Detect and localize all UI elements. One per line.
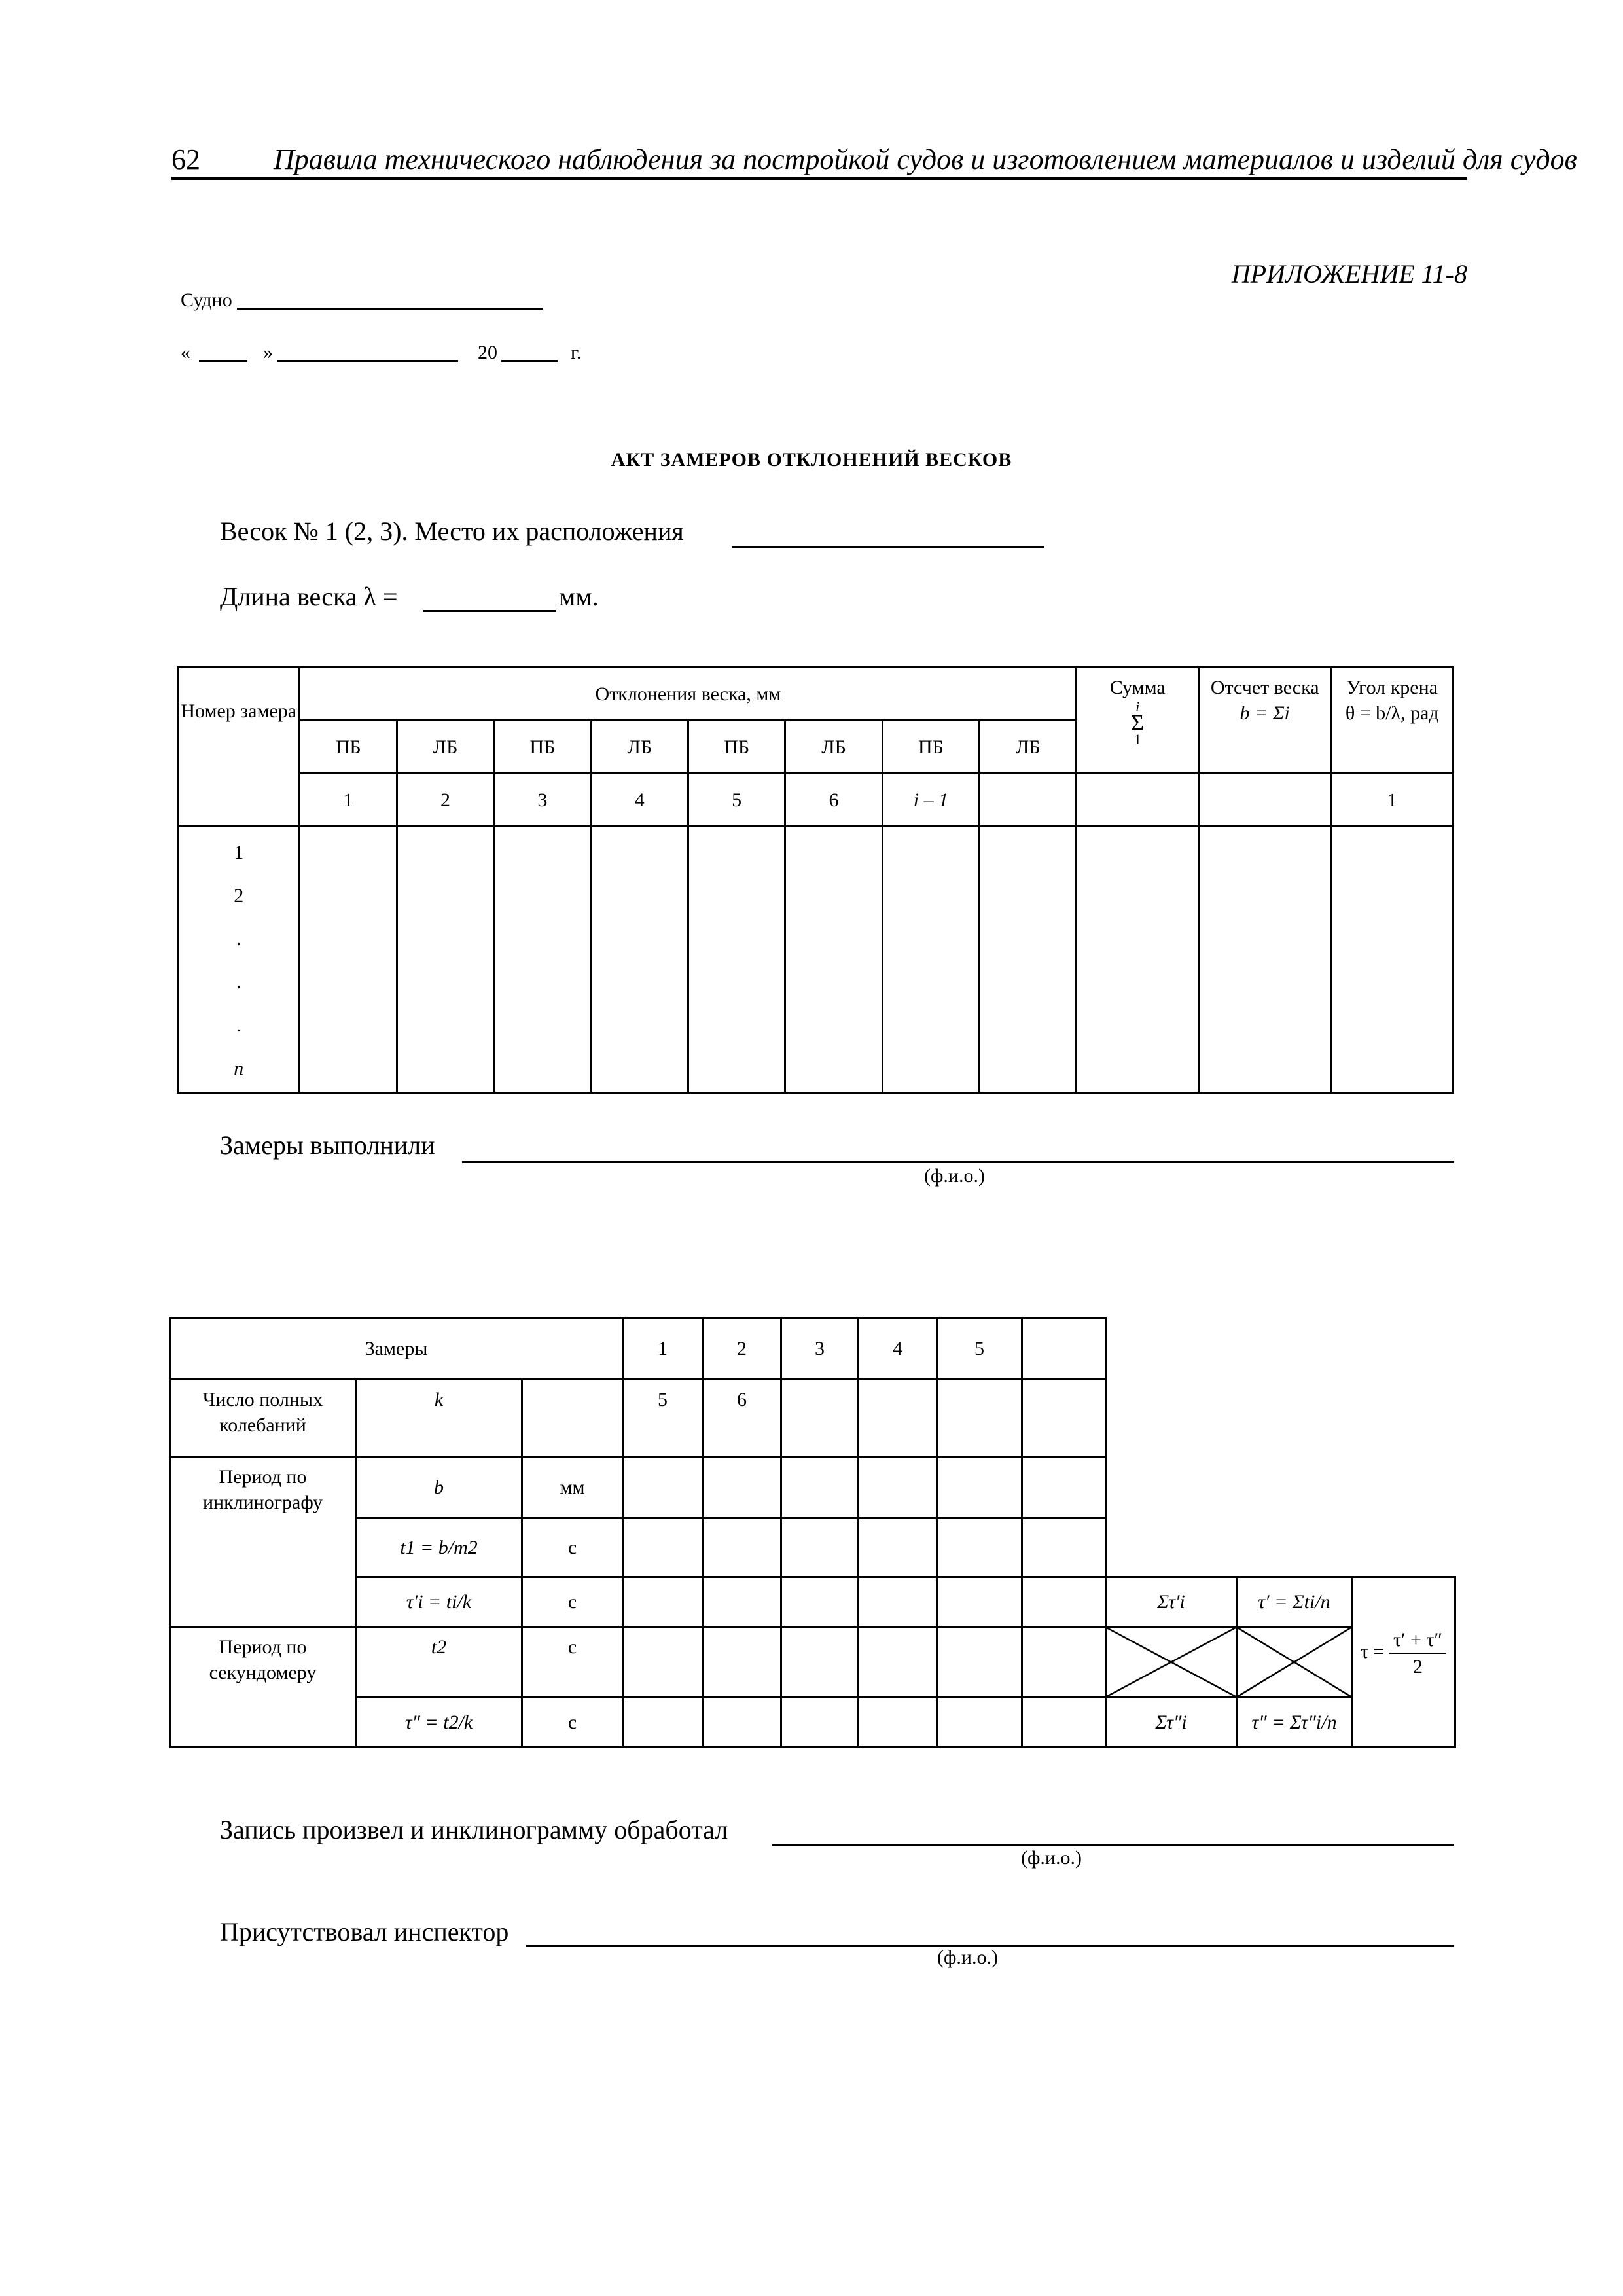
angle-index-cell: 1: [1331, 774, 1454, 827]
t2-symbol: t2: [356, 1627, 522, 1698]
data-cell[interactable]: [785, 827, 882, 1093]
tau-double-prime-value[interactable]: [859, 1698, 937, 1748]
k-unit-cell: [522, 1380, 623, 1457]
tau-double-prime-unit: с: [522, 1698, 623, 1748]
index-cell: 3: [494, 774, 591, 827]
data-cell[interactable]: [1198, 827, 1331, 1093]
b-value[interactable]: [859, 1457, 937, 1518]
b-value[interactable]: [703, 1457, 781, 1518]
data-cell[interactable]: [1077, 827, 1198, 1093]
tau-result-denominator: 2: [1412, 1655, 1423, 1677]
data-cell[interactable]: [688, 827, 785, 1093]
period-table: [169, 1317, 1456, 1748]
t1-value[interactable]: [623, 1518, 703, 1577]
t1-value[interactable]: [859, 1518, 937, 1577]
k-value[interactable]: 5: [623, 1380, 703, 1457]
tau-result-lhs: τ =: [1360, 1640, 1385, 1662]
row-label: .: [236, 971, 241, 993]
index-cell: 5: [688, 774, 785, 827]
reading-formula: b = Σi: [1240, 702, 1290, 724]
col-reading-label: Отсчет веска: [1210, 677, 1319, 698]
measurement-col: 3: [781, 1318, 859, 1380]
k-value[interactable]: 6: [703, 1380, 781, 1457]
t2-value[interactable]: [781, 1627, 859, 1698]
side-header: ПБ: [882, 721, 979, 774]
t2-value[interactable]: [1022, 1627, 1106, 1698]
tau-prime-value[interactable]: [623, 1577, 703, 1627]
date-month-field[interactable]: [277, 360, 458, 362]
date-day-field[interactable]: [199, 360, 247, 362]
index-cell: 1: [300, 774, 397, 827]
cross-icon: [1238, 1628, 1351, 1696]
full-oscillations-label: Число полных колебаний: [170, 1380, 356, 1457]
b-symbol: b: [356, 1457, 522, 1518]
plumb-location-field[interactable]: [732, 546, 1044, 548]
measurement-col: [1022, 1318, 1106, 1380]
sigma-icon: Σ: [1131, 710, 1145, 735]
crossed-cell: [1237, 1627, 1352, 1698]
side-header: ПБ: [494, 721, 591, 774]
row-label: 1: [234, 842, 244, 863]
side-header: ЛБ: [980, 721, 1077, 774]
plumb-length-field[interactable]: [423, 610, 556, 612]
page-number: 62: [171, 143, 200, 175]
recorded-by-field[interactable]: [772, 1844, 1454, 1846]
measurements-header: Замеры: [170, 1318, 623, 1380]
k-value[interactable]: [937, 1380, 1022, 1457]
tau-prime-unit: с: [522, 1577, 623, 1627]
ship-label: Судно: [181, 289, 232, 311]
k-value[interactable]: [1022, 1380, 1106, 1457]
t2-value[interactable]: [703, 1627, 781, 1698]
sum-tau-prime: Στ′i: [1106, 1577, 1237, 1627]
data-cell[interactable]: [397, 827, 493, 1093]
side-header: ЛБ: [591, 721, 688, 774]
index-cell: [980, 774, 1077, 827]
plumb-length-label: Длина веска λ =: [220, 582, 398, 611]
date-year-prefix: 20: [478, 342, 497, 363]
t1-value[interactable]: [781, 1518, 859, 1577]
col-deviations-header: Отклонения веска, мм: [300, 668, 1077, 721]
side-header: ПБ: [688, 721, 785, 774]
tau-prime-value[interactable]: [859, 1577, 937, 1627]
col-sum-label: Сумма: [1109, 677, 1166, 698]
plumb-length-unit: мм.: [559, 582, 599, 611]
tau-prime-value[interactable]: [781, 1577, 859, 1627]
sum-symbol: [1131, 700, 1144, 746]
date-open-quote: «: [181, 342, 190, 363]
t2-value[interactable]: [937, 1627, 1022, 1698]
running-title: Правила технического наблюдения за постройкой судов и изготовлением материалов и изделий для судов: [274, 143, 1577, 175]
data-cell[interactable]: [494, 827, 591, 1093]
row-label: .: [236, 1014, 241, 1036]
tau-double-prime-value[interactable]: [623, 1698, 703, 1748]
crossed-cell: [1106, 1627, 1237, 1698]
act-title: АКТ ЗАМЕРОВ ОТКЛОНЕНИЙ ВЕСКОВ: [611, 449, 1012, 471]
t1-value[interactable]: [703, 1518, 781, 1577]
tau-double-prime-average: τ″ = Στ″i/n: [1237, 1698, 1352, 1748]
row-label: .: [236, 928, 241, 950]
tau-prime-value[interactable]: [1022, 1577, 1106, 1627]
tau-result-top[interactable]: [1352, 1577, 1455, 1627]
b-value[interactable]: [1022, 1457, 1106, 1518]
fio-caption: (ф.и.о.): [924, 1165, 985, 1187]
sum-bottom: 1: [1133, 731, 1141, 748]
col-angle-label: Угол крена: [1346, 677, 1438, 698]
angle-formula: θ = b/λ, рад: [1345, 702, 1439, 724]
side-header: ЛБ: [397, 721, 493, 774]
col-number-header: Номер замера: [178, 668, 300, 827]
k-value[interactable]: [859, 1380, 937, 1457]
tau-double-prime-value[interactable]: [1022, 1698, 1106, 1748]
fio-caption: (ф.и.о.): [1021, 1847, 1082, 1869]
side-header: ПБ: [300, 721, 397, 774]
t1-unit: с: [522, 1518, 623, 1577]
tau-prime-value[interactable]: [703, 1577, 781, 1627]
blank-area: [1106, 1380, 1455, 1457]
blank-area: [1106, 1518, 1455, 1577]
b-value[interactable]: [937, 1457, 1022, 1518]
stopwatch-period-label: Период по секундомеру: [170, 1627, 356, 1748]
tau-result-numerator: τ′ + τ″: [1389, 1627, 1446, 1654]
tau-prime-average: τ′ = Σti/n: [1237, 1577, 1352, 1627]
index-cell: i – 1: [882, 774, 979, 827]
measurement-col: 2: [703, 1318, 781, 1380]
header-rule: [171, 177, 1467, 180]
measurement-col: 4: [859, 1318, 937, 1380]
date-year-suffix: г.: [571, 342, 582, 363]
measurement-col: 5: [937, 1318, 1022, 1380]
b-unit: мм: [522, 1457, 623, 1518]
row-label: 2: [234, 885, 244, 906]
col-angle-header: [1331, 668, 1454, 774]
col-sum-header: [1077, 668, 1198, 774]
data-cell[interactable]: [980, 827, 1077, 1093]
tau-result-fraction: [1389, 1627, 1446, 1679]
row-label: n: [234, 1058, 244, 1079]
sum-tau-double-prime: Στ″i: [1106, 1698, 1237, 1748]
b-value[interactable]: [623, 1457, 703, 1518]
sum-top: i: [1135, 698, 1140, 715]
col-reading-header: [1198, 668, 1331, 774]
tau-prime-formula: τ′i = ti/k: [356, 1577, 522, 1627]
k-symbol: k: [356, 1380, 522, 1457]
data-cell[interactable]: [591, 827, 688, 1093]
b-value[interactable]: [781, 1457, 859, 1518]
t1-value[interactable]: [937, 1518, 1022, 1577]
inspector-label: Присутствовал инспектор: [220, 1917, 509, 1946]
recorded-by-label: Запись произвел и инклинограмму обработал: [220, 1815, 728, 1844]
t2-unit: с: [522, 1627, 623, 1698]
tau-prime-value[interactable]: [937, 1577, 1022, 1627]
index-cell: 6: [785, 774, 882, 827]
deviation-table: [177, 666, 1454, 1094]
tau-result-cell: [1352, 1627, 1455, 1748]
data-cell[interactable]: [300, 827, 397, 1093]
tau-double-prime-value[interactable]: [781, 1698, 859, 1748]
index-cell: [1077, 774, 1198, 827]
index-cell: 2: [397, 774, 493, 827]
blank-area: [1106, 1457, 1455, 1518]
date-close-quote: »: [263, 342, 273, 363]
appendix-label: ПРИЛОЖЕНИЕ 11-8: [1231, 259, 1467, 289]
t1-value[interactable]: [1022, 1518, 1106, 1577]
index-cell: [1198, 774, 1331, 827]
side-header: ЛБ: [785, 721, 882, 774]
cross-icon: [1107, 1628, 1236, 1696]
t2-value[interactable]: [623, 1627, 703, 1698]
fio-caption: (ф.и.о.): [937, 1946, 998, 1968]
tau-double-prime-value[interactable]: [703, 1698, 781, 1748]
measured-by-label: Замеры выполнили: [220, 1130, 435, 1160]
ship-field[interactable]: [237, 308, 543, 310]
data-cell[interactable]: [882, 827, 979, 1093]
measurement-col: 1: [623, 1318, 703, 1380]
index-cell: 4: [591, 774, 688, 827]
data-cell[interactable]: [1331, 827, 1454, 1093]
tau-double-prime-formula: τ″ = t2/k: [356, 1698, 522, 1748]
tau-double-prime-value[interactable]: [937, 1698, 1022, 1748]
blank-area: [1106, 1318, 1455, 1380]
t2-value[interactable]: [859, 1627, 937, 1698]
date-year-field[interactable]: [501, 360, 558, 362]
t1-formula: t1 = b/m2: [356, 1518, 522, 1577]
measured-by-field[interactable]: [462, 1161, 1454, 1163]
row-labels: [178, 827, 300, 1093]
k-value[interactable]: [781, 1380, 859, 1457]
plumb-location-label: Весок № 1 (2, 3). Место их расположения: [220, 516, 684, 546]
inclinograph-period-label: Период по инклинографу: [170, 1457, 356, 1627]
